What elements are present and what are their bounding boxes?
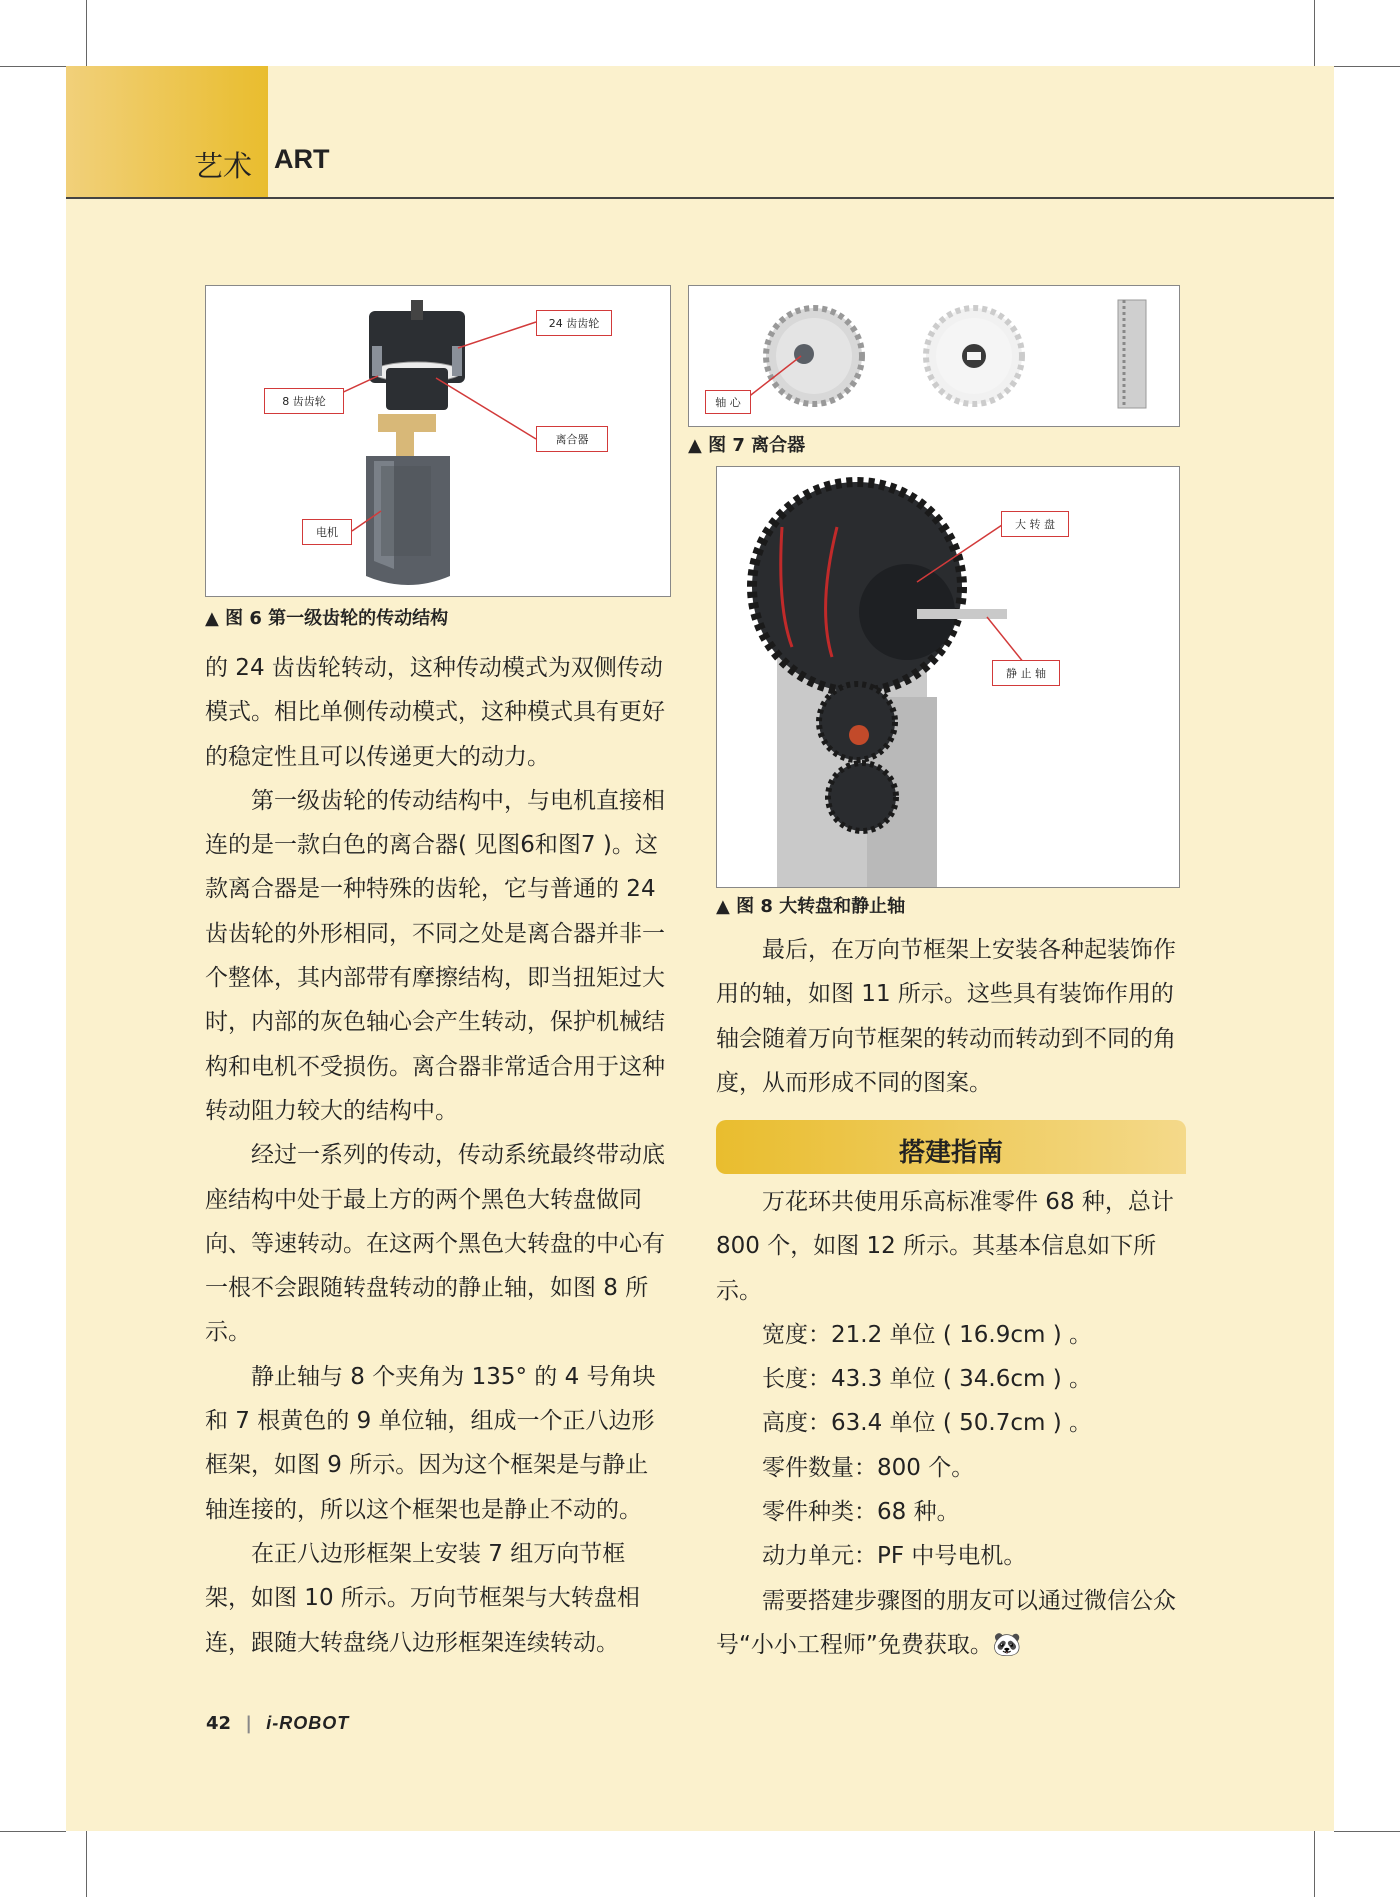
header-rule <box>66 197 1334 199</box>
figure-7-caption: ▲ 图 7 离合器 <box>688 435 806 456</box>
crop-mark <box>1314 0 1315 66</box>
label-motor: 电机 <box>302 519 352 545</box>
label-stationary-axle: 静 止 轴 <box>992 660 1060 686</box>
spec-length: 长度：43.3 单位 ( 34.6cm ) 。 <box>762 1366 1092 1393</box>
paragraph: 最后，在万向节框架上安装各种起装饰作用的轴，如图 11 所示。这些具有装饰作用的轴会随着万向节框架的转动而转动到不同的角度，从而形成不同的图案。 <box>716 937 1176 1096</box>
label-clutch: 离合器 <box>536 426 608 452</box>
crop-mark <box>0 66 66 67</box>
paragraph: 万花环共使用乐高标准零件 68 种，总计 800 个，如图 12 所示。其基本信息如下所示。 <box>716 1189 1174 1304</box>
section-title: 搭建指南 <box>898 1138 1003 1168</box>
crop-mark <box>86 0 87 66</box>
left-column <box>205 646 671 1665</box>
paragraph: 在正八边形框架上安装 7 组万向节框架，如图 10 所示。万向节框架与大转盘相连，跟随大转盘绕八边形框架连续转动。 <box>205 1540 640 1656</box>
figure-8-caption: ▲ 图 8 大转盘和静止轴 <box>716 896 906 917</box>
right-column-top <box>716 928 1186 1105</box>
section-label-en: ART <box>274 144 330 174</box>
label-turntable: 大 转 盘 <box>1001 511 1069 537</box>
spec-part-count: 零件数量：800 个。 <box>762 1454 975 1481</box>
crop-mark <box>1334 1831 1400 1832</box>
crop-mark <box>1334 66 1400 67</box>
paragraph: 需要搭建步骤图的朋友可以通过微信公众号“小小工程师”免费获取。🐼 <box>716 1587 1176 1658</box>
paragraph: 静止轴与 8 个夹角为 135° 的 4 号角块和 7 根黄色的 9 单位轴，组成一个正八边形框架，如图 9 所示。因为这个框架是与静止轴连接的，所以这个框架也是静止不动的。 <box>205 1363 656 1523</box>
figure-6-caption: ▲ 图 6 第一级齿轮的传动结构 <box>205 608 449 629</box>
brand-logo: i-ROBOT <box>266 1713 350 1733</box>
section-label-cn: 艺术 <box>194 149 253 183</box>
page-number: 42 <box>206 1713 232 1734</box>
footer-divider: | <box>245 1713 252 1734</box>
right-column-bottom <box>716 1180 1186 1667</box>
paragraph: 经过一系列的传动，传动系统最终带动底座结构中处于最上方的两个黑色大转盘做同向、等速转动。在这两个黑色大转盘的中心有一根不会跟随转盘转动的静止轴，如图 8 所示。 <box>205 1142 665 1346</box>
crop-mark <box>0 1831 66 1832</box>
turntable-illustration <box>717 467 1180 888</box>
paragraph: 的 24 齿齿轮转动，这种传动模式为双侧传动模式。相比单侧传动模式，这种模式具有更好的稳定性且可以传递更大的动力。 <box>205 655 665 770</box>
figure-8 <box>716 466 1180 888</box>
magazine-page <box>66 66 1334 1831</box>
label-24-tooth-gear: 24 齿齿轮 <box>536 310 612 336</box>
page-footer <box>206 1713 349 1734</box>
paragraph: 第一级齿轮的传动结构中，与电机直接相连的是一款白色的离合器( 见图6和图7 )。这款离合器是一种特殊的齿轮，它与普通的 24 齿齿轮的外形相同，不同之处是离合器并非一个整体，其内部带有摩擦结构，即当扭矩过大时，内部的灰色轴心会产生转动，保护机械结构和电机不受损伤。离合器非常适合用于这种转动阻力较大的结构中。 <box>205 787 665 1124</box>
spec-power-unit: 动力单元：PF 中号电机。 <box>762 1543 1027 1570</box>
figure-6 <box>205 285 671 597</box>
spec-width: 宽度：21.2 单位 ( 16.9cm ) 。 <box>762 1321 1092 1348</box>
crop-mark <box>86 1831 87 1897</box>
spec-height: 高度：63.4 单位 ( 50.7cm ) 。 <box>762 1410 1092 1437</box>
label-8-tooth-gear: 8 齿齿轮 <box>264 388 344 414</box>
crop-mark <box>1314 1831 1315 1897</box>
figure-7 <box>688 285 1180 427</box>
spec-part-types: 零件种类：68 种。 <box>762 1499 960 1526</box>
section-header <box>716 1120 1186 1174</box>
label-axle-core: 轴 心 <box>705 390 751 414</box>
clutch-gear-views <box>689 286 1180 427</box>
